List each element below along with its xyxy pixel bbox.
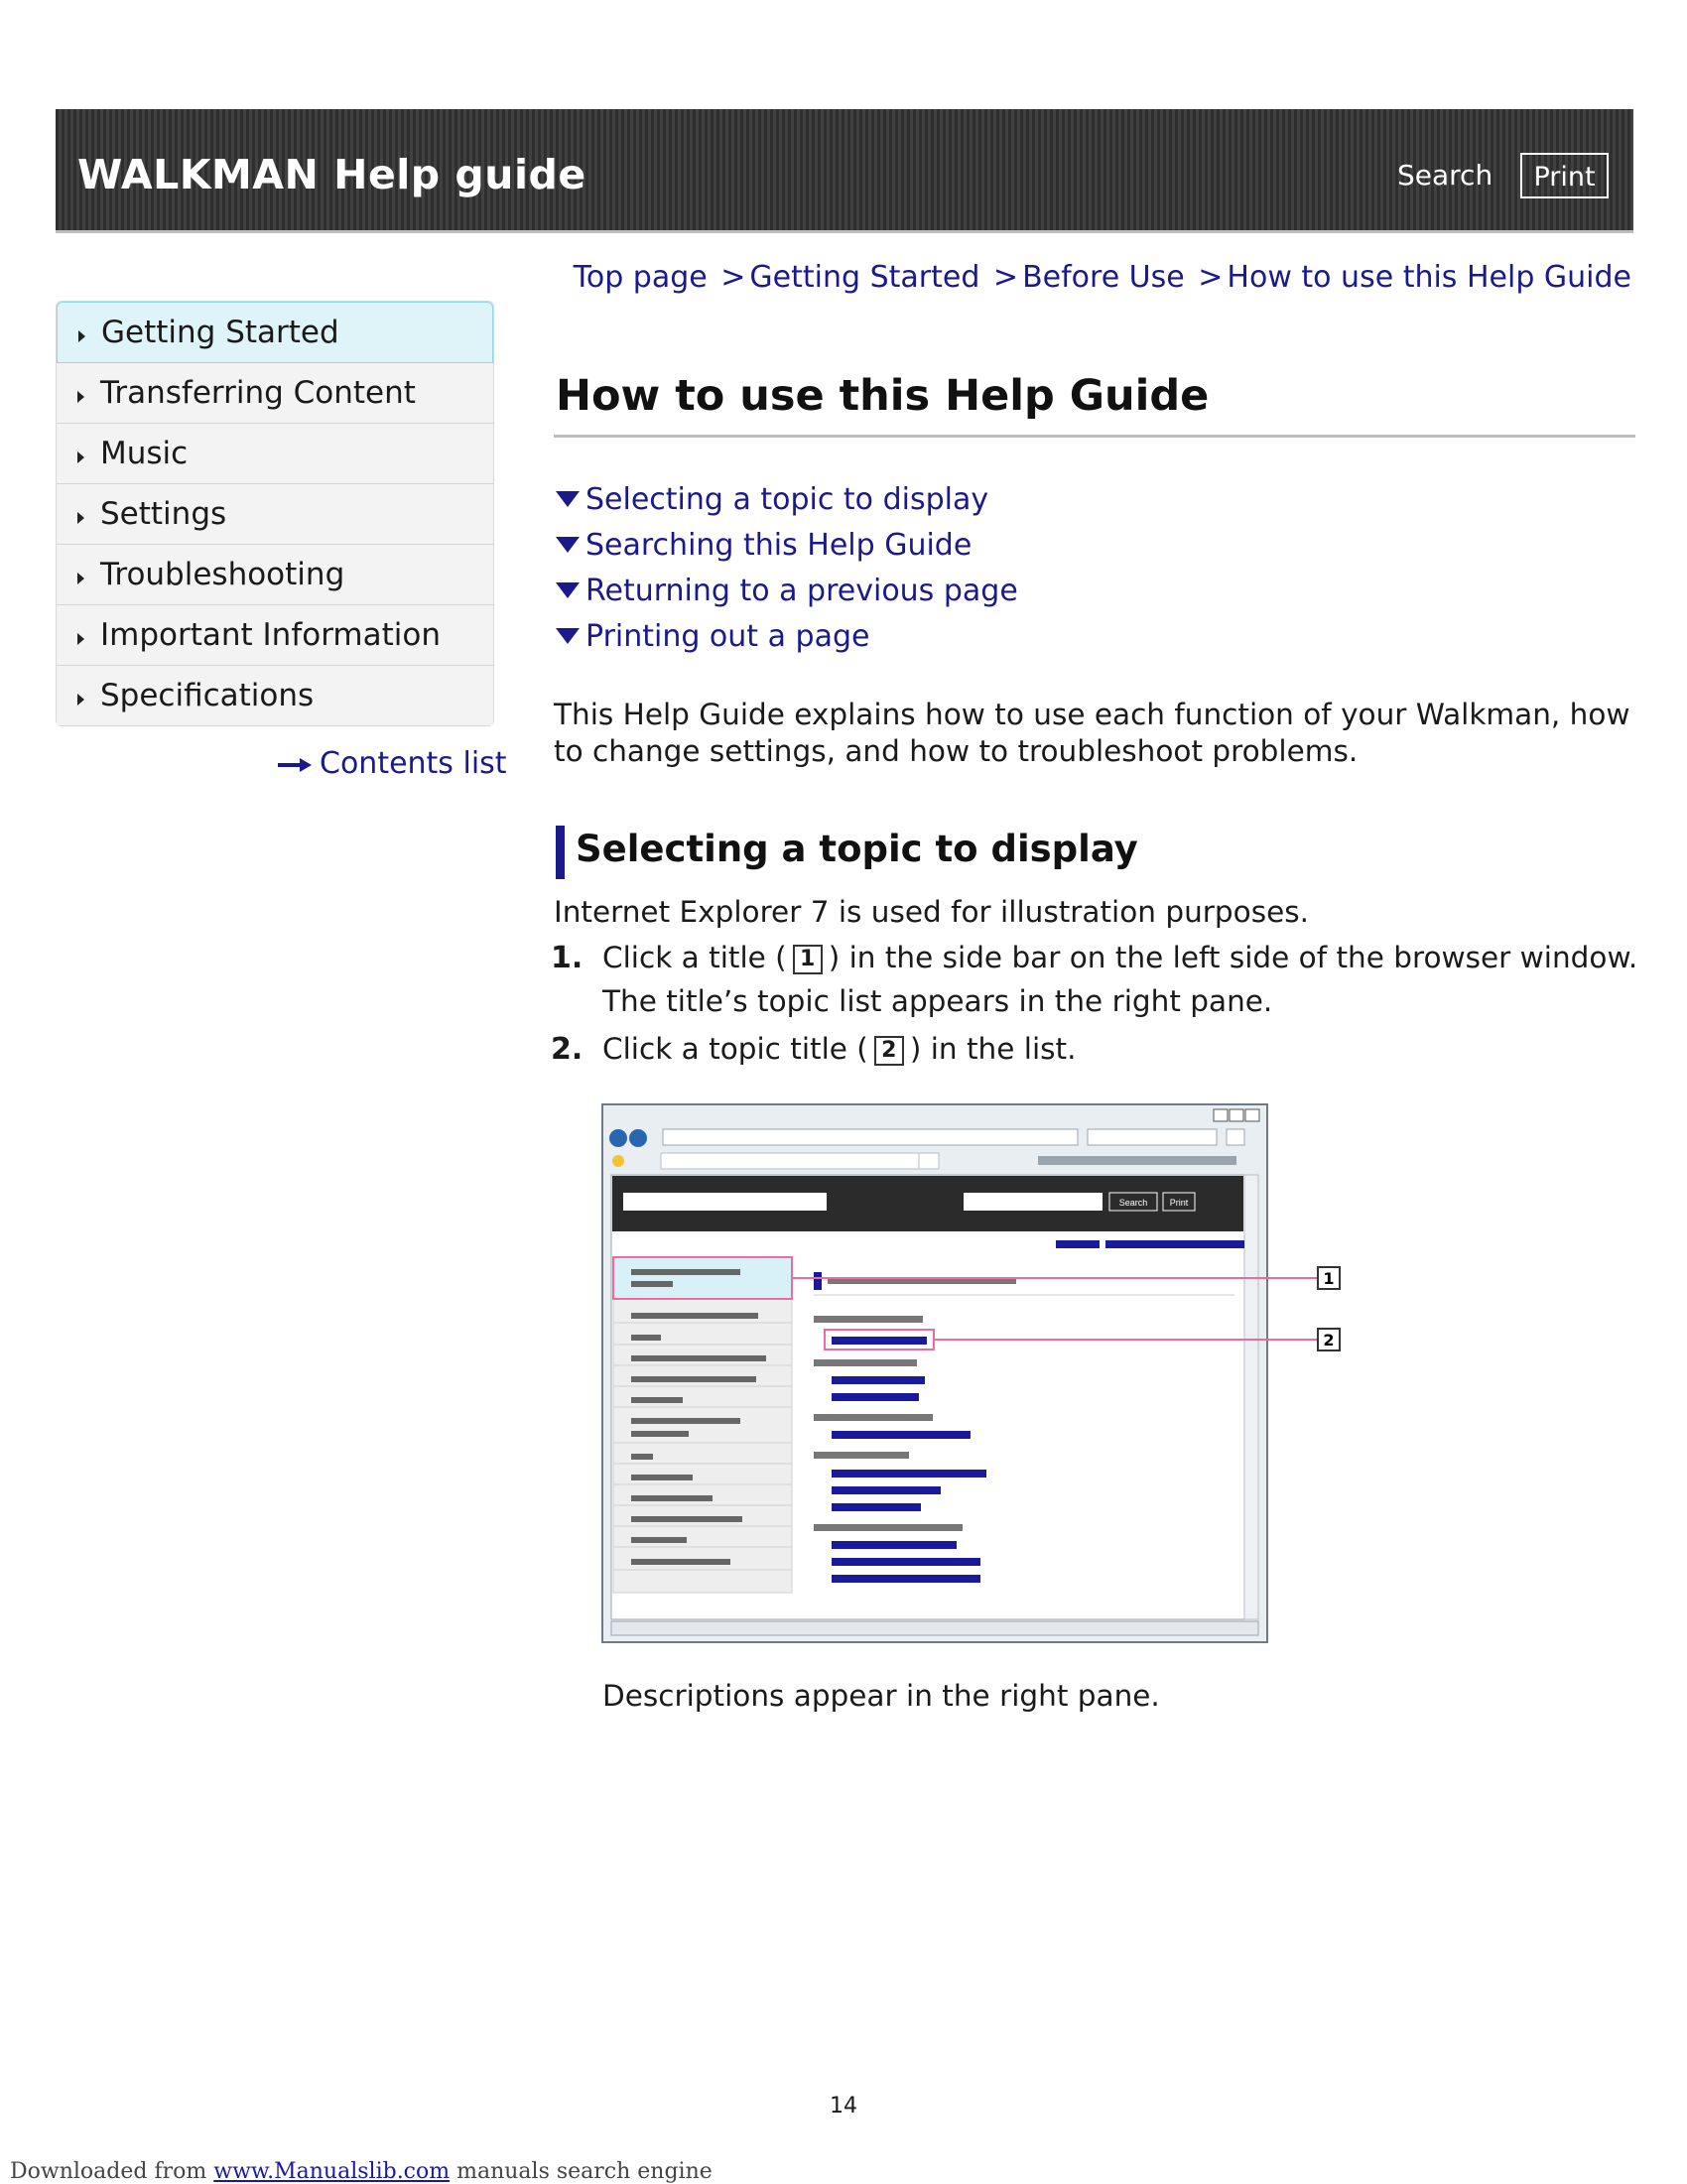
page-title: How to use this Help Guide [556, 371, 1210, 421]
breadcrumb [574, 260, 1631, 295]
figure-search-button: Search [1118, 1198, 1148, 1208]
toc-link-returning[interactable] [556, 568, 1018, 613]
caret-right-icon [77, 391, 84, 403]
sidebar-item-specifications[interactable] [57, 666, 493, 725]
sidebar-item-transferring-content[interactable] [57, 363, 493, 424]
breadcrumb-current[interactable]: How to use this Help Guide [1227, 260, 1631, 295]
breadcrumb-top-page[interactable]: Top page [573, 260, 708, 295]
step-text [602, 941, 1637, 974]
footer-suffix: manuals search engine [456, 2159, 713, 2184]
breadcrumb-getting-started[interactable]: Getting Started [749, 260, 980, 295]
sidebar-item-label: Troubleshooting [100, 557, 345, 592]
step-text-before: Click a title ( [602, 941, 787, 974]
callout-2-label: 2 [1323, 1331, 1335, 1349]
caret-right-icon [78, 330, 85, 342]
sidebar-item-music[interactable] [57, 424, 493, 484]
triangle-down-icon [556, 582, 580, 598]
step-text [602, 1032, 1076, 1066]
caret-right-icon [77, 512, 84, 524]
breadcrumb-separator: > [720, 260, 746, 295]
app-title: WALKMAN Help guide [77, 151, 586, 198]
step-number: 1. [551, 941, 584, 975]
section-heading: Selecting a topic to display [576, 828, 1138, 870]
caret-right-icon [77, 573, 84, 584]
section-intro-text: Internet Explorer 7 is used for illustration purposes. [554, 895, 1309, 929]
footer [10, 2159, 713, 2184]
footer-link[interactable]: www.Manualslib.com [213, 2159, 451, 2184]
triangle-down-icon [556, 537, 580, 553]
sidebar-item-label: Transferring Content [100, 375, 416, 411]
triangle-down-icon [556, 628, 580, 644]
header-bar [56, 109, 1633, 233]
sidebar-item-label: Music [100, 436, 189, 471]
breadcrumb-separator: > [1198, 260, 1224, 295]
sidebar-item-label: Getting Started [101, 315, 339, 350]
callout-1-label: 1 [1323, 1269, 1335, 1288]
toc-link-label: Searching this Help Guide [585, 527, 973, 563]
toc-link-searching[interactable] [556, 522, 1018, 568]
callout-1-icon: 1 [793, 945, 823, 974]
sidebar-item-label: Important Information [100, 617, 441, 653]
intro-paragraph: This Help Guide explains how to use each function of your Walkman, how to change settings, and how to troubleshoot problems. [554, 698, 1630, 768]
browser-illustration [601, 1103, 1276, 1647]
sidebar-item-label: Specifications [100, 678, 315, 713]
contents-list-link[interactable] [278, 746, 507, 781]
footer-prefix: Downloaded from [10, 2159, 207, 2184]
breadcrumb-before-use[interactable]: Before Use [1022, 260, 1185, 295]
sidebar-item-getting-started[interactable] [57, 302, 493, 363]
arrow-right-icon [278, 758, 312, 772]
figure-caption: Descriptions appear in the right pane. [602, 1679, 1160, 1713]
contents-list-label: Contents list [320, 746, 507, 781]
caret-right-icon [77, 633, 84, 645]
toc-link-selecting[interactable] [556, 476, 1018, 522]
sidebar-item-settings[interactable] [57, 484, 493, 545]
step-text-after: ) in the side bar on the left side of the browser window. [828, 941, 1638, 974]
step-text-before: Click a topic title ( [602, 1032, 868, 1066]
toc-link-label: Returning to a previous page [585, 573, 1018, 608]
toc-link-printing[interactable] [556, 613, 1018, 659]
callout-2-icon: 2 [874, 1036, 904, 1066]
figure-callouts [1276, 1103, 1346, 1371]
step-number: 2. [551, 1032, 584, 1067]
caret-right-icon [77, 451, 84, 463]
step-text-after: ) in the list. [909, 1032, 1077, 1066]
page-number: 14 [830, 2094, 857, 2119]
sidebar-item-label: Settings [100, 496, 227, 532]
caret-right-icon [77, 694, 84, 706]
figure-print-button: Print [1169, 1198, 1189, 1208]
sidebar-item-important-information[interactable] [57, 605, 493, 666]
toc-link-label: Printing out a page [585, 618, 870, 654]
step-1-result: The title’s topic list appears in the right pane. [602, 984, 1273, 1018]
breadcrumb-separator: > [992, 260, 1019, 295]
triangle-down-icon [556, 491, 580, 507]
sidebar-item-troubleshooting[interactable] [57, 545, 493, 605]
sidebar-nav [56, 301, 494, 726]
search-link[interactable]: Search [1397, 159, 1493, 192]
topic-jump-list [556, 476, 1018, 659]
title-divider [554, 435, 1635, 438]
print-button[interactable]: Print [1520, 153, 1609, 198]
section-accent-bar [556, 826, 565, 879]
browser-screenshot-figure [601, 1103, 1276, 1647]
toc-link-label: Selecting a topic to display [585, 481, 989, 517]
